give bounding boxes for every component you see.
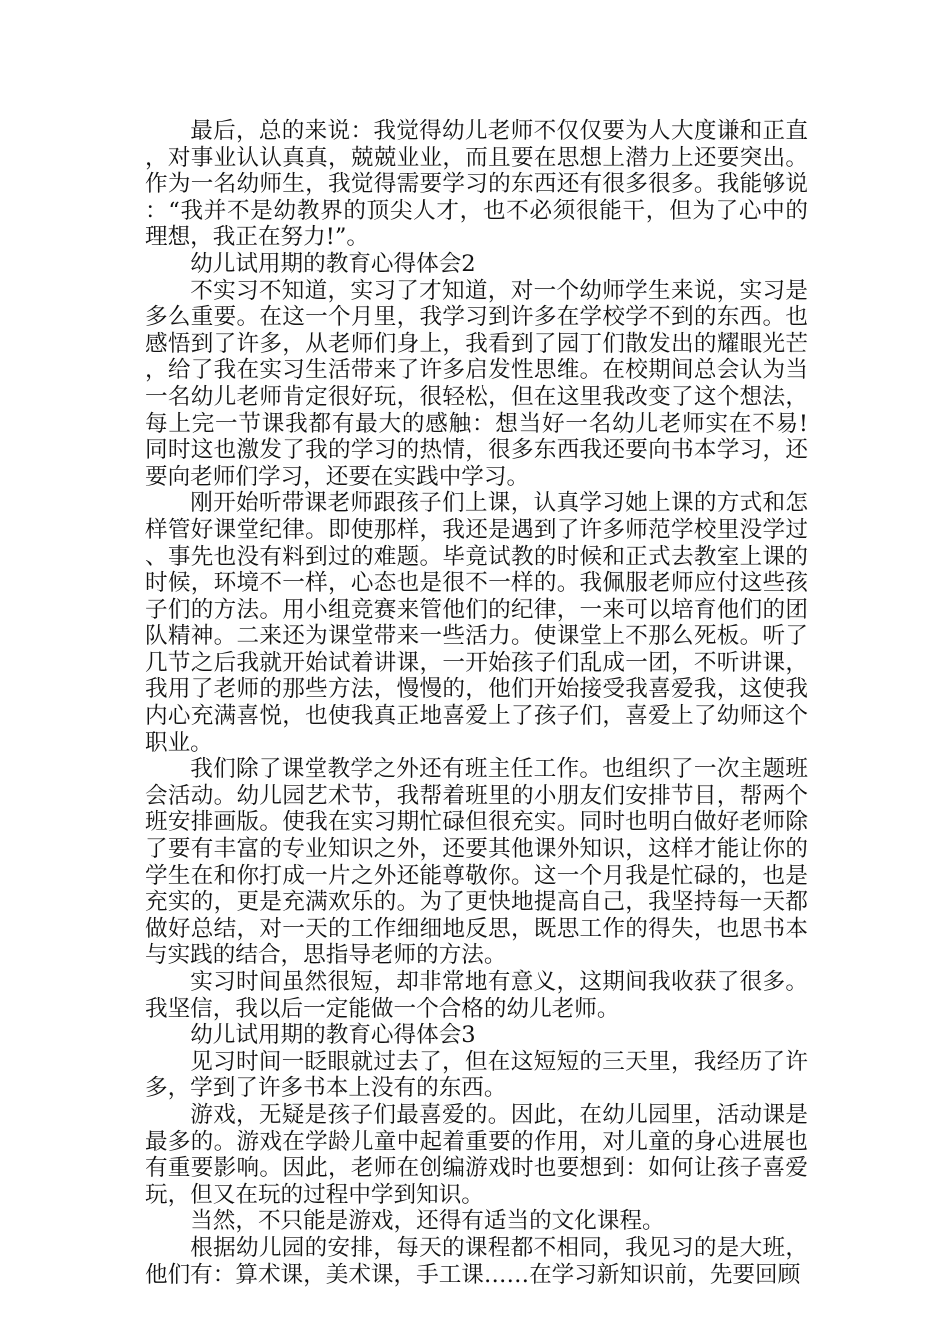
- paragraph-class-teacher-work: 我们除了课堂教学之外还有班主任工作。也组织了一次主题班会活动。幼儿园艺术节，我帮着班里的小朋友们安排节目，帮两个班安排画版。使我在实习期忙碌但很充实。同时也明白做好老师除了要有丰富的专业知识之外，还要其他课外知识，这样才能让你的学生在和你打成一片之外还能尊敬你。这一个月我是忙碌的，也是充实的，更是充满欢乐的。为了更快地提高自己，我坚持每一天都做好总结，对一天的工作细细地反思，既思工作的得失，也思书本与实践的结合，思指导老师的方法。: [145, 756, 808, 969]
- paragraph-culture-courses: 当然，不只能是游戏，还得有适当的文化课程。: [190, 1208, 665, 1235]
- paragraph-schedule: 根据幼儿园的安排，每天的课程都不相同，我见习的是大班，他们有：算术课，美术课，手工课……在学习新知识前，先要回顾: [145, 1234, 808, 1288]
- document-page: [145, 118, 808, 1288]
- paragraph-classroom-learning: 刚开始听带课老师跟孩子们上课，认真学习她上课的方式和怎样管好课堂纪律。即使那样，我还是遇到了许多师范学校里没学过、事先也没有料到过的难题。毕竟试教的时候和正式去教室上课的时候，环境不一样，心态也是很不一样的。我佩服老师应付这些孩子们的方法。用小组竞赛来管他们的纪律，一来可以培育他们的团队精神。二来还为课堂带来一些活力。使课堂上不那么死板。听了几节之后我就开始试着讲课，一开始孩子们乱成一团，不听讲课，我用了老师的那些方法，慢慢的，他们开始接受我喜爱我，这使我内心充满喜悦，也使我真正地喜爱上了孩子们，喜爱上了幼师这个职业。: [145, 490, 808, 756]
- paragraph-games: 游戏，无疑是孩子们最喜爱的。因此，在幼儿园里，活动课是最多的。游戏在学龄儿童中起着重要的作用，对儿童的身心进展也有重要影响。因此，老师在创编游戏时也要想到：如何让孩子喜爱玩，但又在玩的过程中学到知识。: [145, 1101, 808, 1208]
- paragraph-internship-intro: 不实习不知道，实习了才知道，对一个幼师学生来说，实习是多么重要。在这一个月里，我学习到许多在学校学不到的东西。也感悟到了许多，从老师们身上，我看到了园丁们散发出的耀眼光芒，给了我在实习生活带来了许多启发性思维。在校期间总会认为当一名幼儿老师肯定很好玩，很轻松，但在这里我改变了这个想法，每上完一节课我都有最大的感触：想当好一名幼儿老师实在不易!同时这也激发了我的学习的热情，很多东西我还要向书本学习，还要向老师们学习，还要在实践中学习。: [145, 277, 808, 490]
- paragraph-observation-intro: 见习时间一眨眼就过去了，但在这短短的三天里，我经历了许多，学到了许多书本上没有的东西。: [145, 1048, 808, 1102]
- section-heading-3: 幼儿试用期的教育心得体会3: [190, 1022, 476, 1049]
- paragraph-conclusion: 最后，总的来说：我觉得幼儿老师不仅仅要为人大度谦和正直，对事业认认真真，兢兢业业，而且要在思想上潜力上还要突出。作为一名幼师生，我觉得需要学习的东西还有很多很多。我能够说：“我并不是幼教界的顶尖人才，也不必须很能干，但为了心中的理想，我正在努力!”。: [145, 118, 808, 251]
- paragraph-internship-summary: 实习时间虽然很短，却非常地有意义，这期间我收获了很多。我坚信，我以后一定能做一个合格的幼儿老师。: [145, 969, 808, 1022]
- section-heading-2: 幼儿试用期的教育心得体会2: [190, 250, 476, 277]
